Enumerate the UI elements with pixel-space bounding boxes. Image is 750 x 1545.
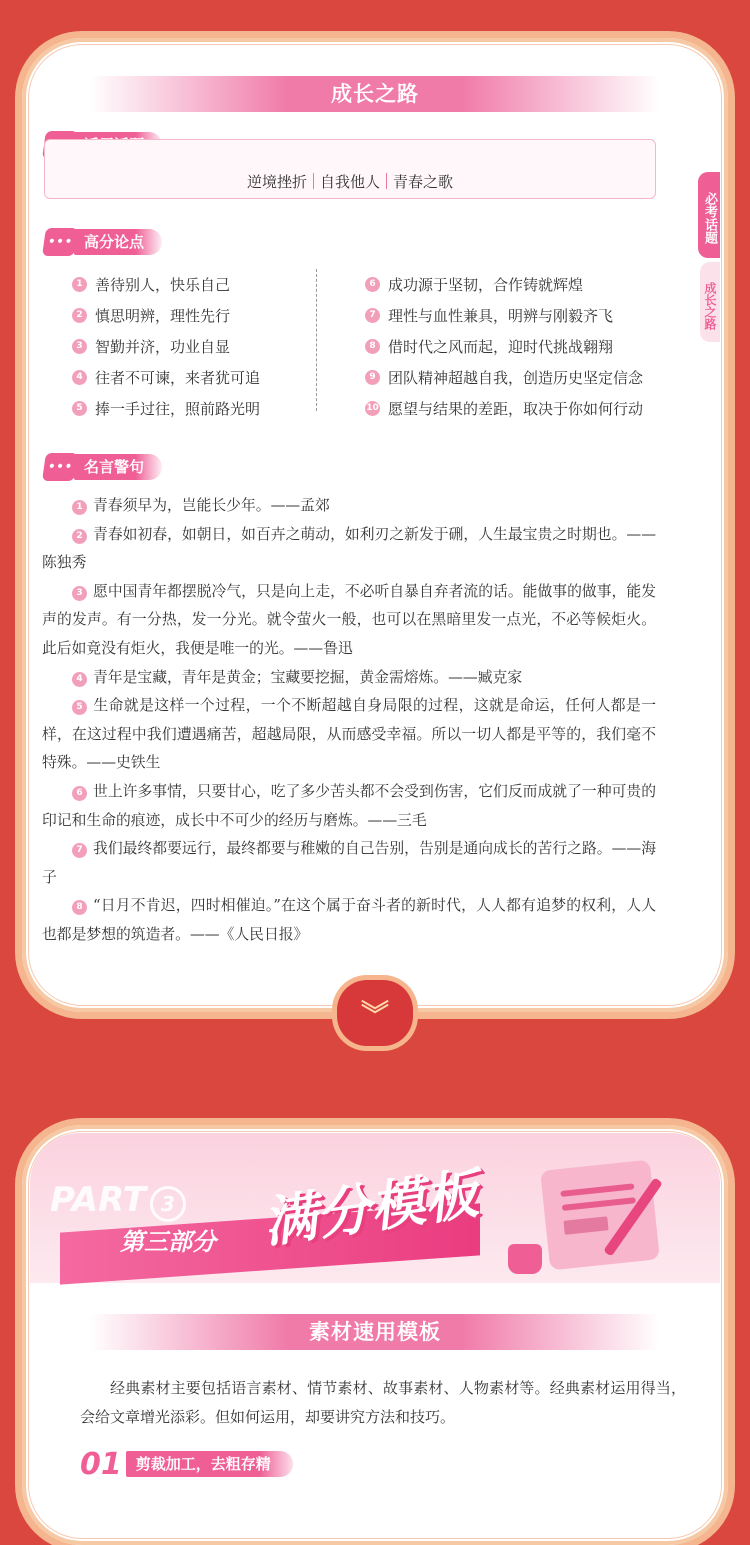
number-badge: 7 <box>72 843 87 858</box>
number-badge: 4 <box>72 672 87 687</box>
part-subtitle: 第三部分 <box>120 1228 216 1256</box>
scroll-down-button[interactable] <box>337 980 413 1046</box>
point-text: 借时代之风而起，迎时代挑战翱翔 <box>388 338 614 356</box>
number-badge: 7 <box>365 308 380 323</box>
point-text: 捧一手过往，照前路光明 <box>95 400 261 418</box>
quote-item <box>42 521 656 578</box>
part-label <box>50 1180 186 1222</box>
number-badge: 2 <box>72 308 87 323</box>
point-item <box>72 362 260 393</box>
section-title: 成长之路 <box>90 76 660 112</box>
double-chevron-down-icon: ︾ <box>360 998 389 1031</box>
quote-item <box>42 692 656 778</box>
number-badge: 4 <box>72 370 87 385</box>
point-text: 愿望与结果的差距，取决于你如何行动 <box>388 400 644 418</box>
point-item <box>72 393 260 424</box>
quote-text: 我们最终都要远行，最终都要与稚嫩的自己告别，告别是通向成长的苦行之路。——海子 <box>42 840 656 886</box>
subheading-number: 01 <box>80 1446 122 1482</box>
number-badge: 2 <box>72 529 87 544</box>
subheading-01 <box>80 1448 293 1480</box>
points-list-left <box>72 269 260 424</box>
point-text: 团队精神超越自我，创造历史坚定信念 <box>388 369 644 387</box>
number-badge: 3 <box>72 586 87 601</box>
point-item <box>365 362 643 393</box>
point-item <box>72 331 260 362</box>
point-text: 成功源于坚韧，合作铸就辉煌 <box>388 276 584 294</box>
quote-item <box>42 578 656 664</box>
number-badge: 10 <box>365 401 380 416</box>
quote-text: 青春须早为，岂能长少年。——孟郊 <box>93 497 330 514</box>
topics-box <box>44 139 656 199</box>
topic-separator <box>386 173 387 189</box>
number-badge: 6 <box>365 277 380 292</box>
quote-item <box>42 492 656 521</box>
number-badge: 1 <box>72 500 87 515</box>
topic-item: 逆境挫折 <box>246 173 307 191</box>
quote-text: 生命就是这样一个过程，一个不断超越自身局限的过程，这就是命运，任何人都是一样，在这过程中我们遭遇痛苦，超越局限，从而感受幸福。所以一切人都是平等的，我们毫不特殊。——史铁生 <box>42 697 656 772</box>
point-item <box>365 269 643 300</box>
topic-item: 青春之歌 <box>393 173 454 191</box>
number-badge: 6 <box>72 786 87 801</box>
quotes-list <box>42 492 656 950</box>
point-text: 慎思明辨，理性先行 <box>95 307 231 325</box>
number-badge: 5 <box>72 401 87 416</box>
point-item <box>72 300 260 331</box>
point-text: 善待别人，快乐自己 <box>95 276 231 294</box>
column-divider <box>316 269 317 411</box>
part-number: 3 <box>150 1186 186 1222</box>
number-badge: 9 <box>365 370 380 385</box>
number-badge: 3 <box>72 339 87 354</box>
side-tab-required-topics[interactable]: 必考话题 <box>698 172 720 258</box>
quote-item <box>42 835 656 892</box>
subheading-text: 剪裁加工，去粗存精 <box>126 1451 293 1477</box>
chat-bubble-icon: ••• <box>42 228 78 256</box>
points-label: 高分论点 <box>74 229 162 255</box>
topics-line <box>45 171 655 192</box>
point-item <box>72 269 260 300</box>
point-item <box>365 393 643 424</box>
side-tab-growth-path[interactable]: 成长之路 <box>700 262 720 342</box>
part-title: 满分模板 <box>259 1162 482 1255</box>
quote-text: 青年是宝藏，青年是黄金；宝藏要挖掘，黄金需熔炼。——臧克家 <box>93 668 523 686</box>
point-text: 理性与血性兼具，明辨与刚毅齐飞 <box>388 307 614 325</box>
section-title-2: 素材速用模板 <box>90 1314 660 1350</box>
chat-bubble-icon: ••• <box>42 453 78 481</box>
quote-item <box>42 664 656 693</box>
number-badge: 8 <box>72 900 87 915</box>
scroll-paper-icon <box>540 1160 660 1271</box>
number-badge: 1 <box>72 277 87 292</box>
topic-item: 自我他人 <box>319 173 380 191</box>
number-badge: 8 <box>365 339 380 354</box>
part-text: PART <box>50 1180 146 1220</box>
topic-separator <box>313 173 314 189</box>
quotes-tag <box>44 452 162 482</box>
point-text: 智勤并济，功业自显 <box>95 338 231 356</box>
quote-text: 愿中国青年都摆脱冷气，只是向上走，不必听自暴自弃者流的话。能做事的做事，能发声的发声。有一分热，发一分光。就令萤火一般，也可以在黑暗里发一点光，不必等候炬火。此后如竟没有炬火，我便是唯一的光。——鲁迅 <box>42 582 656 657</box>
number-badge: 5 <box>72 700 87 715</box>
quote-text: 世上许多事情，只要甘心，吃了多少苦头都不会受到伤害，它们反而成就了一种可贵的印记和生命的痕迹，成长中不可少的经历与磨炼。——三毛 <box>42 782 656 829</box>
quote-text: “日月不肯迟，四时相催迫。”在这个属于奋斗者的新时代，人人都有追梦的权利，人人也都是梦想的筑造者。——《人民日报》 <box>42 897 656 943</box>
intro-paragraph: 经典素材主要包括语言素材、情节素材、故事素材、人物素材等。经典素材运用得当，会给文章增光添彩。但如何运用，却要讲究方法和技巧。 <box>80 1379 686 1426</box>
point-text: 往者不可谏，来者犹可追 <box>95 369 261 387</box>
point-item <box>365 331 643 362</box>
quote-item <box>42 778 656 835</box>
quote-text: 青春如初春，如朝日，如百卉之萌动，如利刃之新发于硎，人生最宝贵之时期也。——陈独秀 <box>42 525 656 572</box>
ink-bottle-icon <box>508 1244 542 1274</box>
quotes-label: 名言警句 <box>74 454 162 480</box>
point-item <box>365 300 643 331</box>
points-tag <box>44 227 162 257</box>
quote-item <box>42 892 656 949</box>
points-list-right <box>365 269 643 424</box>
